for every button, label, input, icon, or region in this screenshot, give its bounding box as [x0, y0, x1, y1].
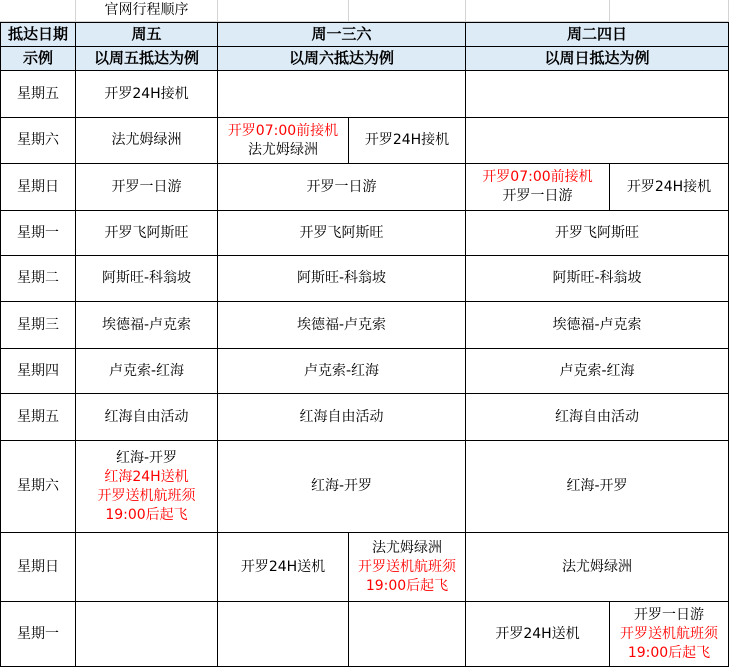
header-friday[interactable]: 周五 — [76, 22, 218, 47]
cell-text-red: 19:00后起飞 — [627, 644, 711, 661]
mid-cell-a[interactable] — [218, 118, 349, 164]
cell-text: 埃德福-卢克索 — [296, 316, 387, 333]
empty-cell[interactable] — [610, 0, 729, 22]
cell-text-red: 19:00后起飞 — [105, 506, 188, 523]
cell-text: 开罗24H接机 — [626, 178, 712, 195]
fri-cell[interactable] — [76, 533, 218, 602]
sun-cell[interactable] — [466, 256, 729, 302]
cell-text-red: 开罗07:00前接机 — [227, 122, 339, 139]
day-cell[interactable]: 星期四 — [0, 349, 76, 394]
mid-cell[interactable] — [218, 394, 466, 441]
cell-text: 开罗24H接机 — [104, 85, 189, 102]
sun-cell[interactable] — [466, 349, 729, 394]
cell-text: 法尤姆绿洲 — [372, 539, 442, 556]
cell-text: 开罗一日游 — [306, 178, 377, 195]
sun-cell[interactable] — [466, 118, 729, 164]
mid-cell[interactable] — [218, 211, 466, 256]
cell-text: 红海自由活动 — [555, 408, 639, 425]
sun-cell[interactable] — [466, 211, 729, 256]
sun-cell-a[interactable] — [466, 164, 610, 211]
fri-cell[interactable] — [76, 302, 218, 349]
cell-text: 红海-开罗 — [310, 478, 373, 494]
day-cell[interactable]: 星期一 — [0, 602, 76, 667]
day-cell[interactable]: 星期日 — [0, 533, 76, 602]
cell-text: 开罗24H送机 — [495, 625, 580, 642]
subheader-friday[interactable]: 以周五抵达为例 — [76, 47, 218, 71]
fri-cell[interactable] — [76, 118, 218, 164]
sun-cell[interactable] — [466, 441, 729, 533]
day-cell[interactable]: 星期一 — [0, 211, 76, 256]
fri-cell[interactable] — [76, 602, 218, 667]
mid-cell[interactable] — [218, 71, 466, 118]
fri-cell[interactable] — [76, 164, 218, 211]
header-arrival-date[interactable]: 抵达日期 — [0, 22, 76, 47]
mid-cell[interactable] — [218, 349, 466, 394]
cell-text: 开罗飞阿斯旺 — [555, 224, 639, 241]
cell-text: 卢克索-红海 — [108, 362, 185, 379]
header-tue-thu-sun[interactable]: 周二四日 — [466, 22, 729, 47]
cell-text-red: 开罗送机航班须 — [97, 487, 196, 504]
empty-cell[interactable] — [466, 0, 610, 22]
cell-text: 开罗一日游 — [111, 178, 182, 195]
cell-text-red: 开罗送机航班须 — [620, 625, 718, 642]
sun-cell[interactable] — [466, 394, 729, 441]
fri-cell[interactable] — [76, 394, 218, 441]
cell-text: 开罗飞阿斯旺 — [299, 224, 384, 241]
cell-text: 红海自由活动 — [104, 408, 189, 425]
cell-text: 阿斯旺-科翁坡 — [552, 270, 642, 286]
sun-cell[interactable] — [466, 302, 729, 349]
subheader-saturday[interactable]: 以周六抵达为例 — [218, 47, 466, 71]
day-cell[interactable]: 星期五 — [0, 394, 76, 441]
sun-cell-b[interactable] — [610, 164, 729, 211]
sun-cell-b[interactable] — [610, 602, 729, 667]
note-cell[interactable]: 官网行程顺序 — [76, 0, 218, 22]
subheader-sunday[interactable]: 以周日抵达为例 — [466, 47, 729, 71]
cell-text-red: 红海24H送机 — [104, 468, 189, 485]
empty-cell[interactable] — [218, 0, 349, 22]
cell-text-red: 开罗送机航班须 — [358, 558, 456, 575]
mid-cell-b[interactable] — [349, 118, 466, 164]
mid-cell-b[interactable] — [349, 602, 466, 667]
fri-cell[interactable] — [76, 71, 218, 118]
cell-text: 开罗飞阿斯旺 — [104, 224, 189, 241]
day-cell[interactable]: 星期三 — [0, 302, 76, 349]
day-cell[interactable]: 星期六 — [0, 118, 76, 164]
mid-cell-a[interactable] — [218, 533, 349, 602]
cell-text: 法尤姆绿洲 — [562, 558, 632, 575]
fri-cell[interactable] — [76, 441, 218, 533]
cell-text: 埃德福-卢克索 — [552, 316, 642, 333]
sun-cell-a[interactable] — [466, 602, 610, 667]
sun-cell[interactable] — [466, 533, 729, 602]
empty-cell[interactable] — [349, 0, 466, 22]
mid-cell[interactable] — [218, 441, 466, 533]
fri-cell[interactable] — [76, 256, 218, 302]
header-mon-wed-sat[interactable]: 周一三六 — [218, 22, 466, 47]
cell-text: 红海-开罗 — [115, 449, 178, 466]
cell-text: 开罗一日游 — [502, 188, 573, 204]
cell-text: 卢克索-红海 — [303, 362, 380, 379]
fri-cell[interactable] — [76, 211, 218, 256]
cell-text: 红海自由活动 — [299, 408, 384, 425]
subheader-example[interactable]: 示例 — [0, 47, 76, 71]
cell-text: 卢克索-红海 — [559, 362, 635, 379]
cell-text: 开罗一日游 — [634, 606, 704, 623]
mid-cell-a[interactable] — [218, 602, 349, 667]
cell-text-red: 开罗07:00前接机 — [482, 169, 593, 185]
mid-cell-b[interactable] — [349, 533, 466, 602]
empty-cell[interactable] — [0, 0, 76, 22]
cell-text: 阿斯旺-科翁坡 — [296, 270, 387, 286]
day-cell[interactable]: 星期二 — [0, 256, 76, 302]
day-cell[interactable]: 星期日 — [0, 164, 76, 211]
cell-text: 开罗24H送机 — [240, 558, 326, 575]
cell-text: 开罗24H接机 — [364, 132, 450, 148]
cell-text: 阿斯旺-科翁坡 — [101, 270, 192, 286]
cell-text: 法尤姆绿洲 — [111, 132, 182, 148]
sun-cell[interactable] — [466, 71, 729, 118]
cell-text: 法尤姆绿洲 — [248, 141, 318, 158]
cell-text: 红海-开罗 — [566, 478, 628, 494]
mid-cell[interactable] — [218, 164, 466, 211]
day-cell[interactable]: 星期五 — [0, 71, 76, 118]
fri-cell[interactable] — [76, 349, 218, 394]
mid-cell[interactable] — [218, 256, 466, 302]
mid-cell[interactable] — [218, 302, 466, 349]
cell-text: 埃德福-卢克索 — [101, 316, 192, 333]
day-cell[interactable]: 星期六 — [0, 441, 76, 533]
cell-text-red: 19:00后起飞 — [365, 577, 449, 594]
